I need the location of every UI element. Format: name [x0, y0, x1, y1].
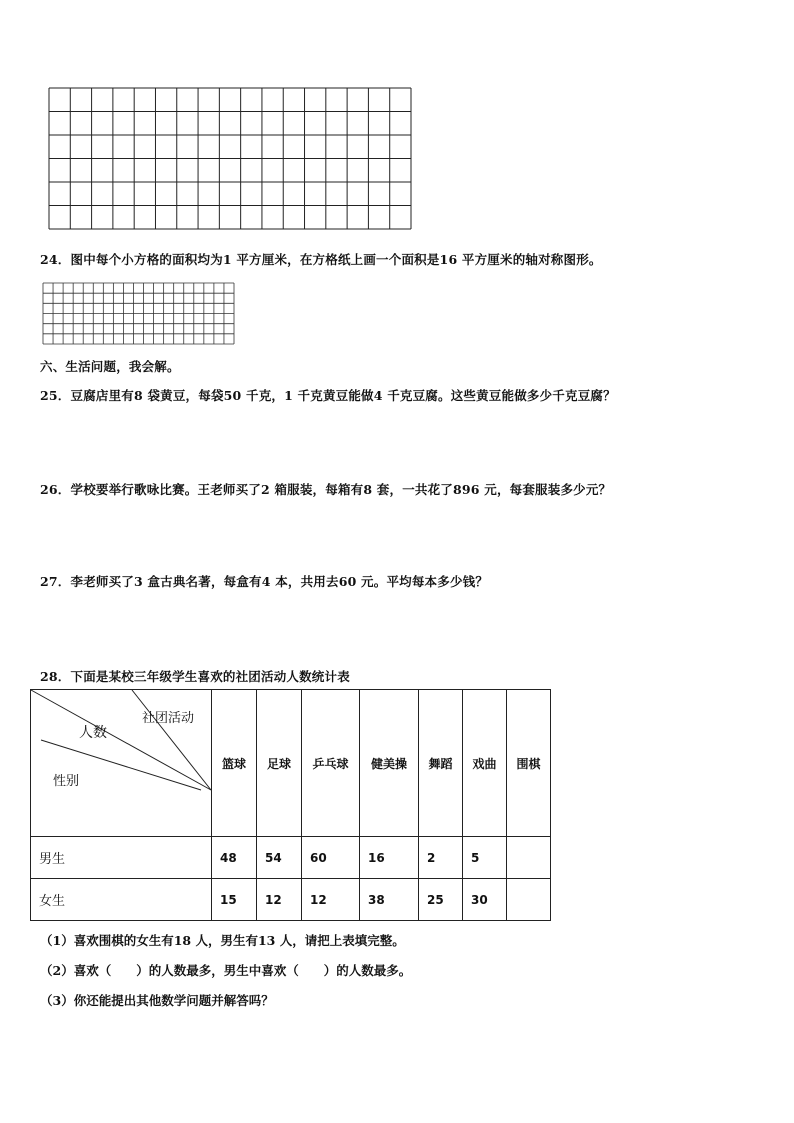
table-cell: 38	[360, 879, 419, 921]
table-row-boys	[31, 837, 551, 879]
col-header: 篮球	[212, 690, 257, 837]
table-cell: 12	[302, 879, 360, 921]
table-cell: 2	[419, 837, 463, 879]
question-26: 26．学校要举行歌咏比赛。王老师买了2 箱服装，每箱有8 套，一共花了896 元，每套服装多少元？	[40, 482, 612, 497]
section-6-title: 六、生活问题，我会解。	[40, 359, 180, 374]
corner-label-club: 社团活动	[142, 711, 195, 726]
corner-label-gender: 性别	[53, 774, 80, 789]
table-cell-blank-go[interactable]	[507, 837, 551, 879]
large-grid-paper	[49, 88, 412, 230]
table-cell: 48	[212, 837, 257, 879]
table-header-row	[31, 690, 551, 837]
question-28-sub-2: （2）喜欢（ ）的人数最多，男生中喜欢（ ）的人数最多。	[40, 963, 412, 978]
table-cell: 30	[463, 879, 507, 921]
question-24: 24．图中每个小方格的面积均为1 平方厘米，在方格纸上画一个面积是16 平方厘米的轴对称图形。	[40, 252, 602, 267]
table-cell: 60	[302, 837, 360, 879]
club-stats-table	[30, 689, 551, 921]
col-header: 舞蹈	[419, 690, 463, 837]
corner-cell	[31, 690, 212, 837]
question-28-sub-3: （3）你还能提出其他数学问题并解答吗？	[40, 993, 274, 1008]
row-label: 女生	[31, 879, 212, 921]
col-header: 围棋	[507, 690, 551, 837]
table-cell-blank-go[interactable]	[507, 879, 551, 921]
col-header: 健美操	[360, 690, 419, 837]
table-cell: 12	[257, 879, 302, 921]
table-cell: 16	[360, 837, 419, 879]
table-cell: 5	[463, 837, 507, 879]
col-header: 乒乓球	[302, 690, 360, 837]
corner-label-count: 人数	[79, 725, 107, 741]
question-28: 28．下面是某校三年级学生喜欢的社团活动人数统计表	[40, 669, 350, 684]
question-27: 27．李老师买了3 盒古典名著，每盒有4 本，共用去60 元。平均每本多少钱？	[40, 574, 489, 589]
col-header: 足球	[257, 690, 302, 837]
table-cell: 15	[212, 879, 257, 921]
small-grid-paper	[43, 283, 235, 345]
question-28-sub-1: （1）喜欢围棋的女生有18 人，男生有13 人，请把上表填完整。	[40, 933, 405, 948]
table-cell: 25	[419, 879, 463, 921]
col-header: 戏曲	[463, 690, 507, 837]
question-25: 25．豆腐店里有8 袋黄豆，每袋50 千克，1 千克黄豆能做4 千克豆腐。这些黄豆能做多少千克豆腐？	[40, 388, 616, 403]
table-cell: 54	[257, 837, 302, 879]
table-row-girls	[31, 879, 551, 921]
row-label: 男生	[31, 837, 212, 879]
